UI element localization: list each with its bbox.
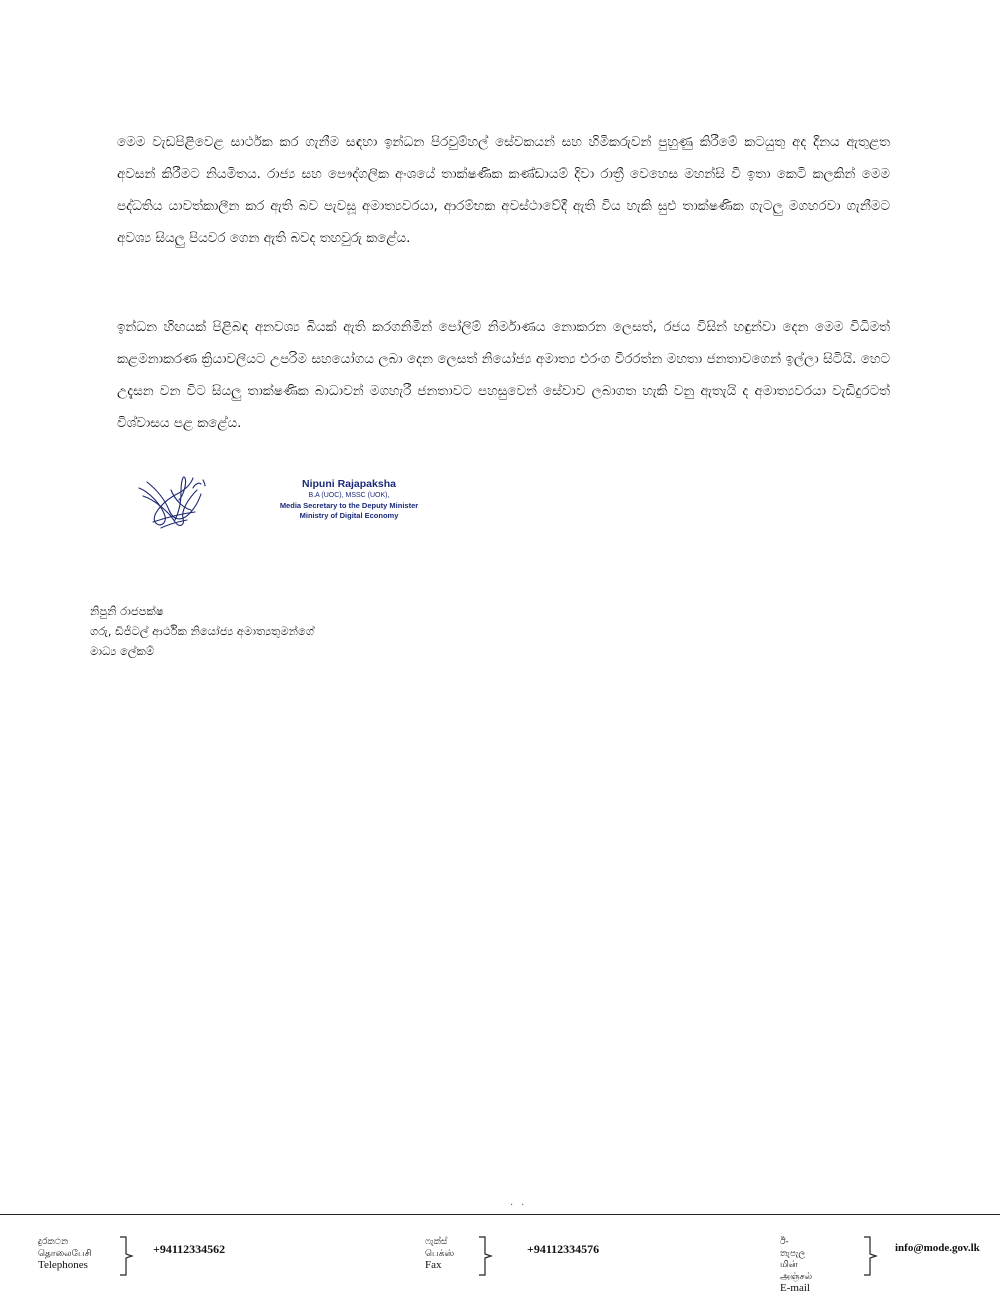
email-labels xyxy=(780,1236,812,1295)
signatory-role: මාධ්‍ය ලේකම් xyxy=(90,644,155,658)
stamp-degrees: B.A (UOC), MSSC (UOK), xyxy=(308,492,390,499)
fax-labels xyxy=(425,1236,454,1272)
handwritten-signature xyxy=(135,470,210,532)
official-stamp xyxy=(263,478,435,521)
email-label-si: ඊ-තැපැල xyxy=(780,1236,806,1258)
right-bracket-icon xyxy=(477,1236,493,1276)
email-label-en: E-mail xyxy=(780,1282,810,1294)
telephone-label-en: Telephones xyxy=(38,1259,88,1271)
footer-divider xyxy=(0,1214,1000,1215)
stamp-title: Media Secretary to the Deputy Minister xyxy=(279,501,419,510)
fax-label-ta: பெக்ஸ் xyxy=(425,1247,455,1258)
telephone-label-ta: தொலைபேசி xyxy=(38,1247,92,1258)
telephone-labels xyxy=(38,1236,92,1272)
body-paragraph-2: ඉන්ධන හිඟයක් පිළිබඳ අනවශ්‍ය බියක් ඇති කරගනිමින් පෝලිම් නිර්මාණය නොකරන ලෙසත්, රජය විසින් හඳුන්වා දෙන මෙම විධිමත් කළමනාකරණ ක්‍රියාවලියට උපරිම සහයෝගය ලබා දෙන ලෙසත් නියෝජ්‍ය අමාත්‍ය එරංග වීරරත්න මහතා ජනතාවගෙන් ඉල්ලා සිටියි. හෙට උදැසන වන විට සියලු තාක්ෂණික බාධාවන් මගහැරී ජනතාවට පහසුවෙන් සේවාව ලබාගත හැකි වනු ඇතැයි ද අමාත්‍යවරයා වැඩිදුරටත් විශ්වාසය පළ කළේය. xyxy=(117,320,890,431)
stamp-name: Nipuni Rajapaksha xyxy=(302,478,396,490)
signatory-title: ගරු, ඩිජිටල් ආර්ථික නියෝජ්‍ය අමාත්‍යතුමන්ගේ xyxy=(90,624,315,638)
signature-area xyxy=(135,470,435,540)
page-marker: ·· xyxy=(510,1200,533,1211)
body-paragraph-1: මෙම වැඩපිළිවෙළ සාර්ථක කර ගැනීම සඳහා ඉන්ධන පිරවුම්හල් සේවකයන් සහ හිමිකරුවන් පුහුණු කිරීමේ කටයුතු අද දිනය ඇතුළත අවසන් කිරීමට නියමිතය. රාජ්‍ය සහ පෞද්ගලික අංශයේ තාක්ෂණික කණ්ඩායම් දිවා රාත්‍රී වෙහෙස මහන්සි වී ඉතා කෙටි කලකින් මෙම පද්ධතිය යාවත්කාලීන කර ඇති බව පැවසූ අමාත්‍යවරයා, ආරම්භක අවස්ථාවේදී ඇති විය හැකි සුළු තාක්ෂණික ගැටලු මගහරවා ගැනීමට අවශ්‍ය සියලු පියවර ගෙන ඇති බවද තහවුරු කළේය. xyxy=(117,135,890,246)
fax-number[interactable]: +94112334576 xyxy=(527,1242,600,1256)
email-address[interactable]: info@mode.gov.lk xyxy=(895,1242,980,1254)
fax-label-si: ෆැක්ස් xyxy=(425,1236,448,1246)
stamp-ministry: Ministry of Digital Economy xyxy=(299,511,399,520)
fax-label-en: Fax xyxy=(425,1259,442,1271)
signatory-name: නිපුනි රාජපක්ෂ xyxy=(90,604,164,618)
telephone-number[interactable]: +94112334562 xyxy=(153,1242,226,1256)
email-label-ta: மின் அஞ்சல் xyxy=(780,1259,813,1281)
right-bracket-icon xyxy=(118,1236,134,1276)
right-bracket-icon xyxy=(862,1236,878,1276)
telephone-label-si: දුරකථන xyxy=(38,1236,69,1246)
signatory-block xyxy=(90,601,314,661)
